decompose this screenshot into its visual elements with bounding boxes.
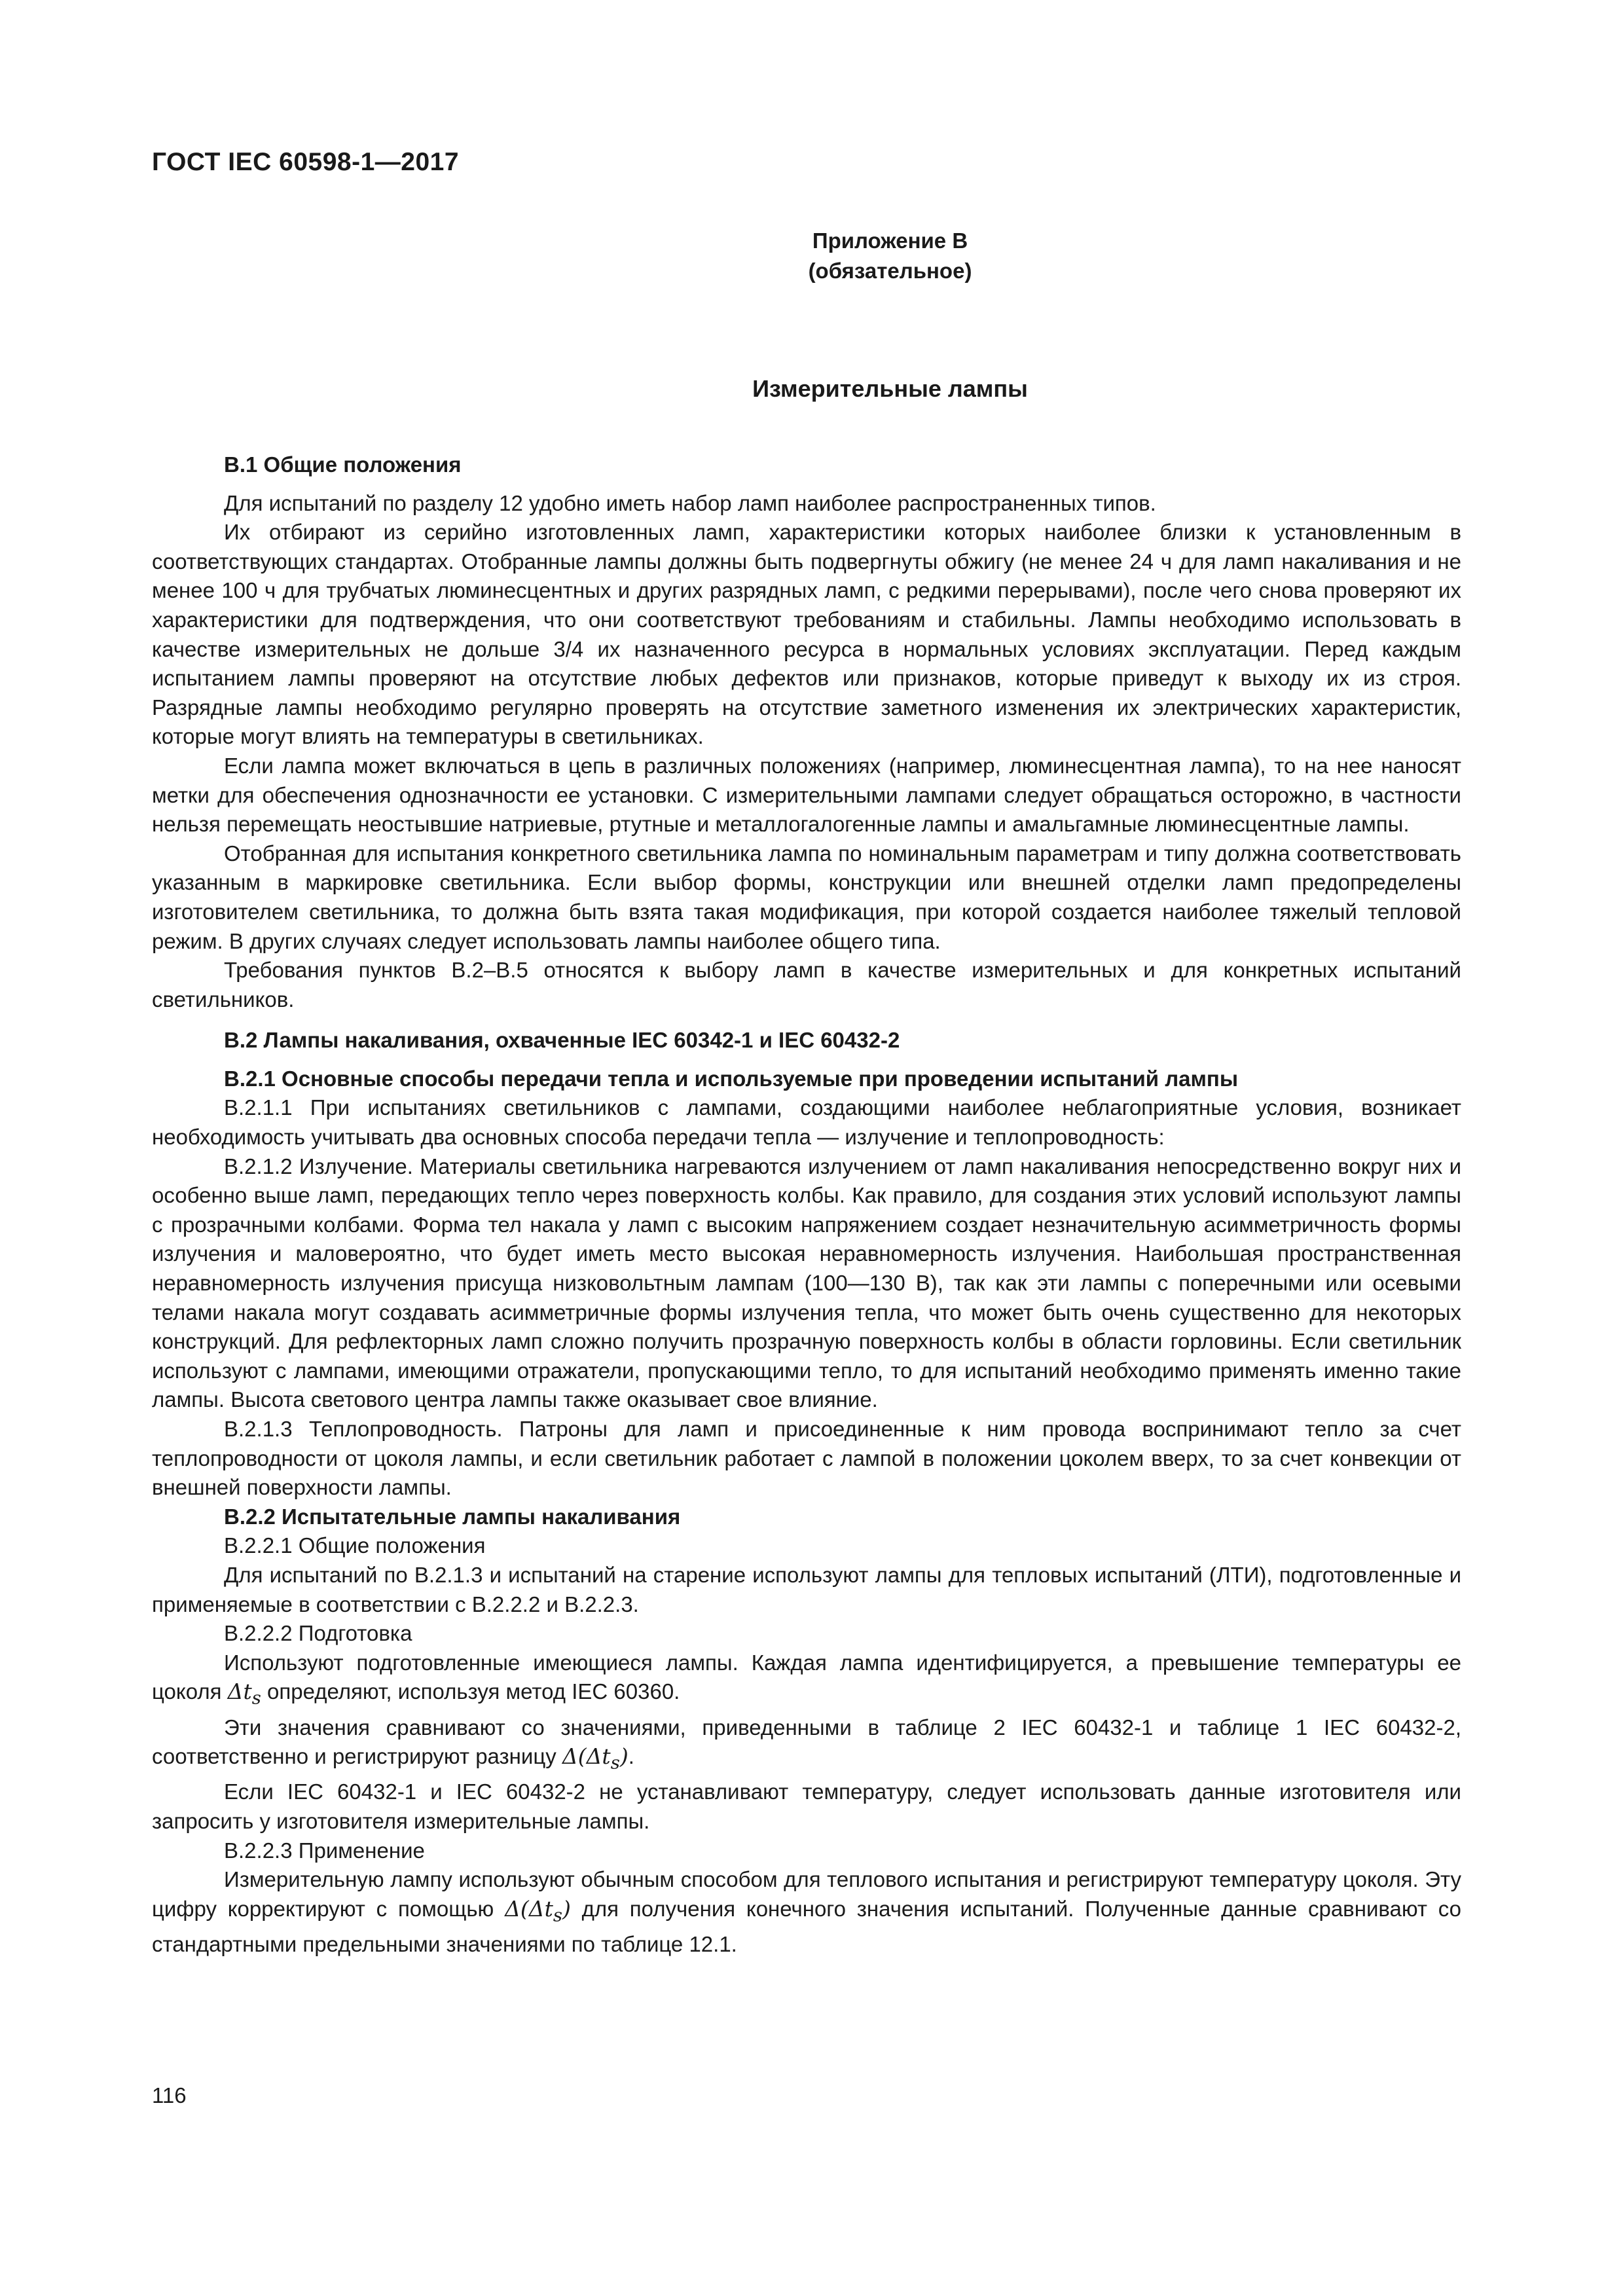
paragraph: В.2.1.2 Излучение. Материалы светильника нагреваются излучением от ламп накаливания непосредственно вокруг них и особенно выше ламп, передающих тепло через поверхность колбы. Как правило, для создания этих условий используют лампы с прозрачными колбами. Форма тел накала у ламп с высоким напряжением создает незначительную асимметричность формы излучения и маловероятно, что будет иметь место высокая неравномерность излучения. Наибольшая пространственная неравномерность излучения присуща низковольтным лампам (100—130 В), так как эти лампы с поперечными или осевыми телами накала могут создавать асимметричные формы излучения тепла, что может быть очень существенно для некоторых конструкций. Для рефлекторных ламп сложно получить прозрачную поверхность колбы в области горловины. Если светильник используют с лампами, имеющими отражатели, пропускающими тепло, то для испытаний необходимо применять именно такие лампы. Высота светового центра лампы также оказывает свое влияние. — [152, 1154, 1461, 1412]
subsection-heading-b21: В.2.1 Основные способы передачи тепла и используемые при проведении испытаний лампы — [224, 1066, 1239, 1091]
subsection-heading-b22: В.2.2 Испытательные лампы накаливания — [224, 1504, 681, 1529]
section-heading-b2: В.2 Лампы накаливания, охваченные IEC 60342-1 и IEC 60432-2 — [224, 1028, 900, 1053]
delta-ts-symbol: $\Delta t_s$ — [227, 1679, 261, 1709]
paragraph: Измерительную лампу используют обычным способом для теплового испытания и регистрируют температуру цоколя. Эту цифру корректируют с помощью $\Delta(\Delta t_s)$ для получения конечного значения испытаний. Полученные данные сравнивают со стандартными предельными значениями по таблице 12.1. — [152, 1867, 1462, 1956]
paragraph: Отобранная для испытания конкретного светильника лампа по номинальным параметрам и типу должна соответствовать указанным в маркировке светильника. Если выбор формы, конструкции или внешней отделки ламп предопределены изготовителем светильника, то должна быть взята такая модификация, при которой создается наиболее тяжелый тепловой режим. В других случаях следует использовать лампы наиболее общего типа. — [152, 841, 1461, 953]
paragraph: Используют подготовленные имеющиеся лампы. Каждая лампа идентифицируется, а превышение температуры ее цоколя $\Delta t_s$ определяют, используя метод IEC 60360. — [152, 1650, 1461, 1709]
appendix-title: Измерительные лампы — [752, 375, 1028, 402]
document-body — [152, 450, 1461, 1959]
paragraph: Их отбирают из серийно изготовленных ламп, характеристики которых наиболее близки к установленным в соответствующих стандартах. Отобранные лампы должны быть подвергнуты обжигу (не менее 24 ч для ламп накаливания и не менее 100 ч для трубчатых люминесцентных и других разрядных ламп, с редкими перерывами), после чего снова проверяют их характеристики для подтверждения, что они соответствуют требованиям и стабильны. Лампы необходимо использовать в качестве измерительных не дольше 3/4 их назначенного ресурса в нормальных условиях эксплуатации. Перед каждым испытанием лампы проверяют на отсутствие любых дефектов или признаков, которые приведут к выходу их из строя. Разрядные лампы необходимо регулярно проверять на отсутствие заметного изменения их электрических характеристик, которые могут влиять на температуры в светильниках. — [152, 520, 1461, 749]
paragraph: Если IEC 60432-1 и IEC 60432-2 не устанавливают температуру, следует использовать данные изготовителя или запросить у изготовителя измерительные лампы. — [152, 1779, 1461, 1833]
paragraph: Эти значения сравнивают со значениями, приведенными в таблице 2 IEC 60432-1 и таблице 1 IEC 60432-2, соответственно и регистрируют разницу $\Delta(\Delta t_s)$. — [152, 1715, 1461, 1774]
appendix-heading — [0, 226, 1623, 286]
page-number: 116 — [152, 2083, 187, 2107]
section-heading-b1: В.1 Общие положения — [224, 452, 462, 477]
paragraph: Если лампа может включаться в цепь в различных положениях (например, люминесцентная лампа), то на нее наносят метки для обеспечения однозначности ее установки. С измерительными лампами следует обращаться осторожно, в частности нельзя перемещать неостывшие натриевые, ртутные и металлогалогенные лампы и амальгамные люминесцентные лампы. — [152, 753, 1461, 837]
paragraph: Для испытаний по В.2.1.3 и испытаний на старение используют лампы для тепловых испытаний (ЛТИ), подготовленные и применяемые в соответствии с В.2.2.2 и В.2.2.3. — [152, 1562, 1461, 1616]
paragraph: В.2.1.3 Теплопроводность. Патроны для ламп и присоединенные к ним провода воспринимают тепло за счет теплопроводности от цоколя лампы, и если светильник работает с лампой в положении цоколем вверх, то за счет конвекции от внешней поверхности лампы. — [152, 1417, 1461, 1500]
delta-delta-ts-symbol: $\Delta(\Delta t_s)$ — [505, 1895, 571, 1926]
clause-label: В.2.2.2 Подготовка — [224, 1621, 412, 1646]
delta-delta-ts-symbol: $\Delta(\Delta t_s)$ — [562, 1743, 629, 1774]
appendix-status: (обязательное) — [808, 259, 972, 283]
paragraph: Требования пунктов В.2–В.5 относятся к выбору ламп в качестве измерительных и для конкретных испытаний светильников. — [152, 958, 1461, 1011]
paragraph: Для испытаний по разделу 12 удобно иметь набор ламп наиболее распространенных типов. — [224, 490, 1156, 515]
clause-label: В.2.2.3 Применение — [224, 1838, 425, 1863]
paragraph: В.2.1.1 При испытаниях светильников с лампами, создающими наиболее неблагоприятные условия, возникает необходимость учитывать два основных способа передачи тепла — излучение и теплопроводность: — [152, 1095, 1461, 1150]
document-standard-id: ГОСТ IEC 60598-1—2017 — [152, 148, 460, 176]
appendix-label: Приложение В — [812, 228, 968, 253]
clause-label: В.2.2.1 Общие положения — [224, 1533, 486, 1558]
